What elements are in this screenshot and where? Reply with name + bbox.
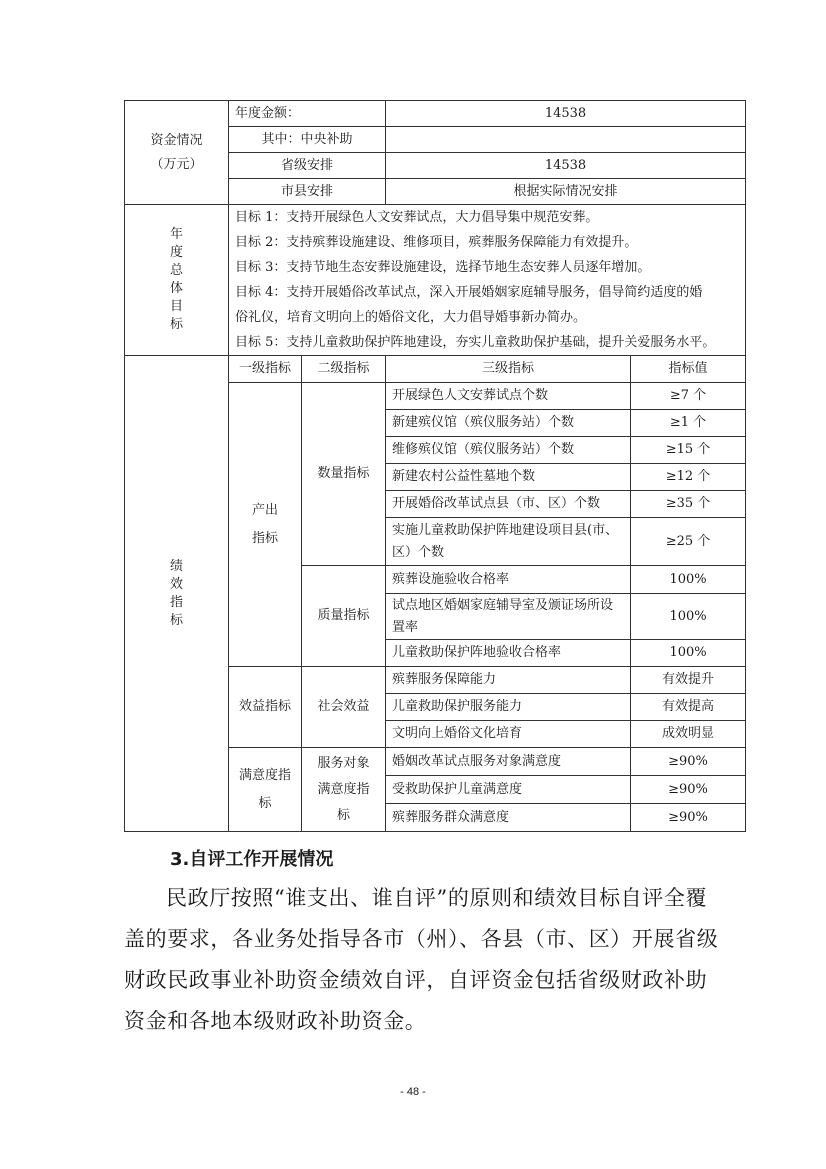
funds-unit: （万元）: [150, 156, 203, 172]
indicators-section-label: 绩 效 指 标: [125, 356, 229, 832]
indicator-name: 开展婚俗改革试点县（市、区）个数: [386, 491, 631, 518]
goals-section-label: 年 度 总 体 目 标: [125, 205, 229, 356]
level1-satisfaction: 满意度指 标: [229, 748, 302, 832]
indicator-value: ≥35 个: [631, 491, 746, 518]
level1-benefit: 效益指标: [229, 667, 302, 748]
funds-section-label: [125, 101, 229, 205]
funds-row-label: 其中：中央补助: [229, 127, 386, 153]
indicator-value: ≥90%: [631, 776, 746, 804]
indicator-value: ≥90%: [631, 748, 746, 776]
section-paragraph: 民政厅按照“谁支出、谁自评”的原则和绩效目标自评全覆盖的要求，各业务处指导各市（州）、各县（市、区）开展省级财政民政事业补助资金绩效自评，自评资金包括省级财政补助资金和各地本级财政补助资金。: [124, 886, 719, 1033]
indicator-name: 开展绿色人文安葬试点个数: [386, 383, 631, 410]
indicator-name: 维修殡仪馆（殡仪服务站）个数: [386, 437, 631, 464]
indicator-value: 100%: [631, 594, 746, 640]
header-value: 指标值: [631, 356, 746, 383]
indicator-name: 殡葬服务群众满意度: [386, 804, 631, 832]
level2-service: 服务对象 满意度指 标: [302, 748, 386, 832]
header-level3: 三级指标: [386, 356, 631, 383]
level1-output: 产出 指标: [229, 383, 302, 667]
indicator-name: 新建农村公益性墓地个数: [386, 464, 631, 491]
goal-item: 目标 5：支持儿童救助保护阵地建设，夯实儿童救助保护基础，提升关爱服务水平。: [235, 335, 716, 350]
indicator-value: 100%: [631, 566, 746, 594]
indicator-value: 100%: [631, 640, 746, 667]
indicator-name: 受救助保护儿童满意度: [386, 776, 631, 804]
goal-item: 目标 1：支持开展绿色人文安葬试点，大力倡导集中规范安葬。: [235, 210, 599, 225]
indicator-name: 试点地区婚姻家庭辅导室及颁证场所设置率: [386, 594, 631, 640]
indicator-name: 殡葬设施验收合格率: [386, 566, 631, 594]
indicator-value: ≥90%: [631, 804, 746, 832]
level2-social: 社会效益: [302, 667, 386, 748]
indicator-value: ≥15 个: [631, 437, 746, 464]
header-level1: 一级指标: [229, 356, 302, 383]
funds-label: 资金情况: [150, 132, 203, 148]
indicator-value: 有效提升: [631, 667, 746, 694]
indicator-name: 殡葬服务保障能力: [386, 667, 631, 694]
indicator-name: 儿童救助保护服务能力: [386, 694, 631, 721]
level2-quality: 质量指标: [302, 566, 386, 667]
goal-item: 目标 4：支持开展婚俗改革试点，深入开展婚姻家庭辅导服务，倡导简约适度的婚: [235, 285, 703, 300]
indicator-value: 成效明显: [631, 721, 746, 748]
indicator-value: 有效提高: [631, 694, 746, 721]
indicator-name: 新建殡仪馆（殡仪服务站）个数: [386, 410, 631, 437]
indicator-name: 儿童救助保护阵地验收合格率: [386, 640, 631, 667]
funds-row-value: [386, 127, 746, 153]
funds-row-value: 14538: [386, 101, 746, 127]
goal-item: 目标 3：支持节地生态安葬设施建设，选择节地生态安葬人员逐年增加。: [235, 260, 651, 275]
goal-item: 目标 2：支持殡葬设施建设、维修项目，殡葬服务保障能力有效提升。: [235, 235, 638, 250]
funds-row-label: 年度金额：: [229, 101, 386, 127]
level2-quantity: 数量指标: [302, 383, 386, 566]
section-heading: 3.自评工作开展情况: [170, 849, 334, 870]
indicator-value: ≥12 个: [631, 464, 746, 491]
goals-list: [229, 205, 746, 356]
indicator-value: ≥7 个: [631, 383, 746, 410]
goal-item: 俗礼仪，培育文明向上的婚俗文化，大力倡导婚事新办简办。: [235, 310, 587, 325]
indicator-name: 实施儿童救助保护阵地建设项目县(市、区）个数: [386, 518, 631, 566]
header-level2: 二级指标: [302, 356, 386, 383]
indicator-value: ≥25 个: [631, 518, 746, 566]
indicator-value: ≥1 个: [631, 410, 746, 437]
page-number: - 48 -: [400, 1086, 426, 1098]
indicator-name: 婚姻改革试点服务对象满意度: [386, 748, 631, 776]
funds-row-value: 14538: [386, 153, 746, 179]
budget-performance-table: [124, 100, 746, 832]
indicator-name: 文明向上婚俗文化培育: [386, 721, 631, 748]
funds-row-value: 根据实际情况安排: [386, 179, 746, 205]
funds-row-label: 省级安排: [229, 153, 386, 179]
funds-row-label: 市县安排: [229, 179, 386, 205]
